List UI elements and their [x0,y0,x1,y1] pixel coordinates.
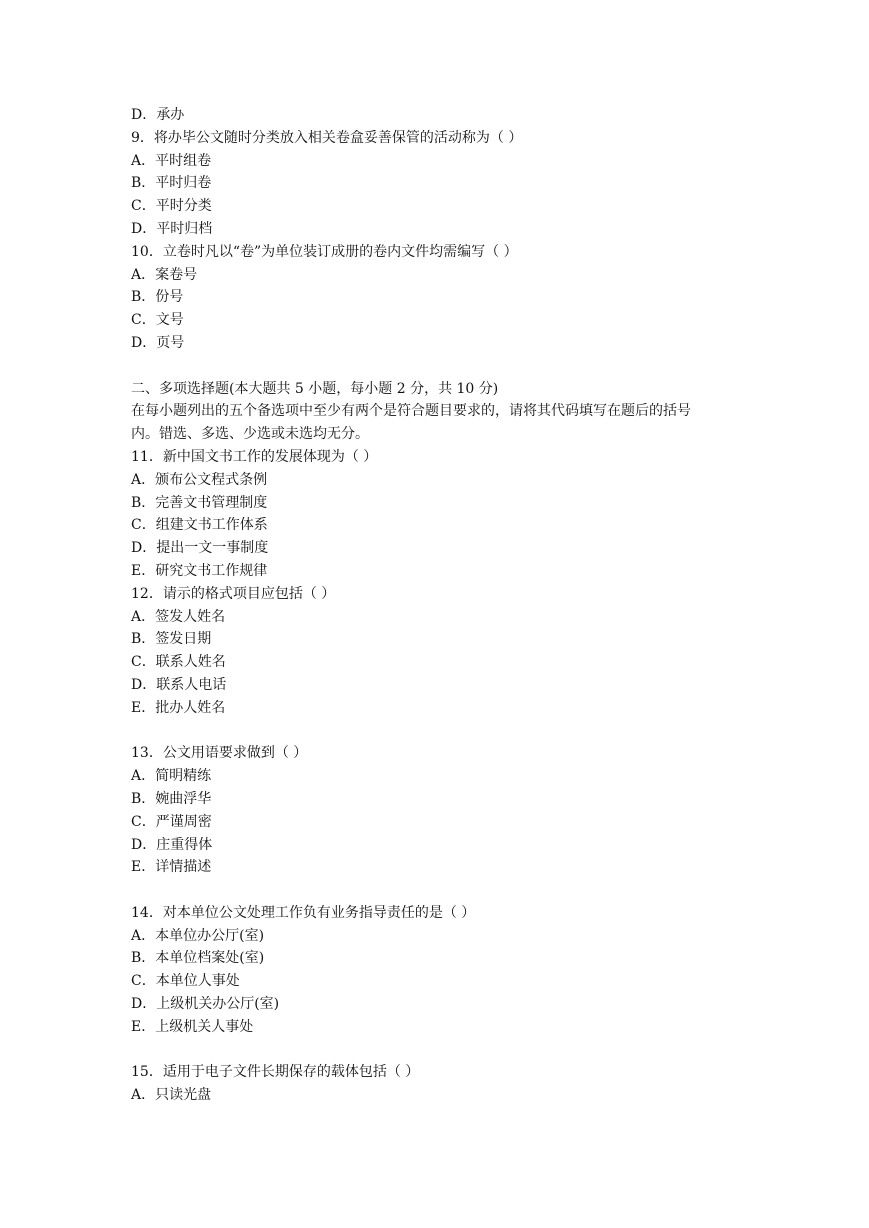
option-b: B．份号 [131,289,184,306]
option-e: E．详情描述 [131,859,212,876]
spacer [131,1039,771,1062]
option-a: A．平时组卷 [131,152,212,169]
option-c: C．严谨周密 [131,813,212,830]
option-e: E．上级机关人事处 [131,1018,254,1035]
option-e: E．批办人姓名 [131,699,226,716]
option-d: D．平时归档 [131,220,213,237]
option-a: A．只读光盘 [131,1087,212,1104]
question-15: 15．适用于电子文件长期保存的载体包括（ ） [131,1064,420,1081]
option-c: C．组建文书工作体系 [131,517,268,534]
option-c: C．本单位人事处 [131,973,240,990]
option-a: A．颁布公文程式条例 [131,471,268,488]
option-d: D．上级机关办公厅(室) [131,996,280,1013]
option-b: B．本单位档案处(室) [131,950,265,967]
option-e: E．研究文书工作规律 [131,562,268,579]
section-instruction: 内。错选、多选、少选或未选均无分。 [131,426,369,443]
spacer [131,355,771,378]
spacer [131,879,771,902]
option-a: A．签发人姓名 [131,608,226,625]
option-b: B．完善文书管理制度 [131,494,268,511]
question-12: 12．请示的格式项目应包括（ ） [131,585,336,602]
option-c: C．文号 [131,312,184,329]
option-b: B．平时归卷 [131,175,212,192]
spacer [131,720,771,743]
option-d: D．联系人电话 [131,676,227,693]
option-a: A．本单位办公厅(室) [131,927,265,944]
question-9: 9．将办毕公文随时分类放入相关卷盒妥善保管的活动称为（ ） [131,129,523,146]
option-d: D．提出一文一事制度 [131,540,269,557]
question-14: 14．对本单位公文处理工作负有业务指导责任的是（ ） [131,904,476,921]
question-13: 13．公文用语要求做到（ ） [131,745,308,762]
option-d: D．页号 [131,334,185,351]
option-a: A．简明精练 [131,768,212,785]
question-10: 10．立卷时凡以“卷”为单位装订成册的卷内文件均需编写（ ） [131,243,518,260]
option-b: B．签发日期 [131,631,212,648]
exam-text [131,104,771,1107]
option-c: C．平时分类 [131,198,212,215]
question-11: 11．新中国文书工作的发展体现为（ ） [131,448,378,465]
section-instruction: 在每小题列出的五个备选项中至少有两个是符合题目要求的，请将其代码填写在题后的括号 [131,403,691,420]
option-b: B．婉曲浮华 [131,790,212,807]
option-c: C．联系人姓名 [131,654,226,671]
option-a: A．案卷号 [131,266,198,283]
option-d: D．庄重得体 [131,836,213,853]
option-d: D．承办 [131,107,185,123]
section-heading: 二、多项选择题(本大题共 5 小题，每小题 2 分，共 10 分) [131,380,499,397]
